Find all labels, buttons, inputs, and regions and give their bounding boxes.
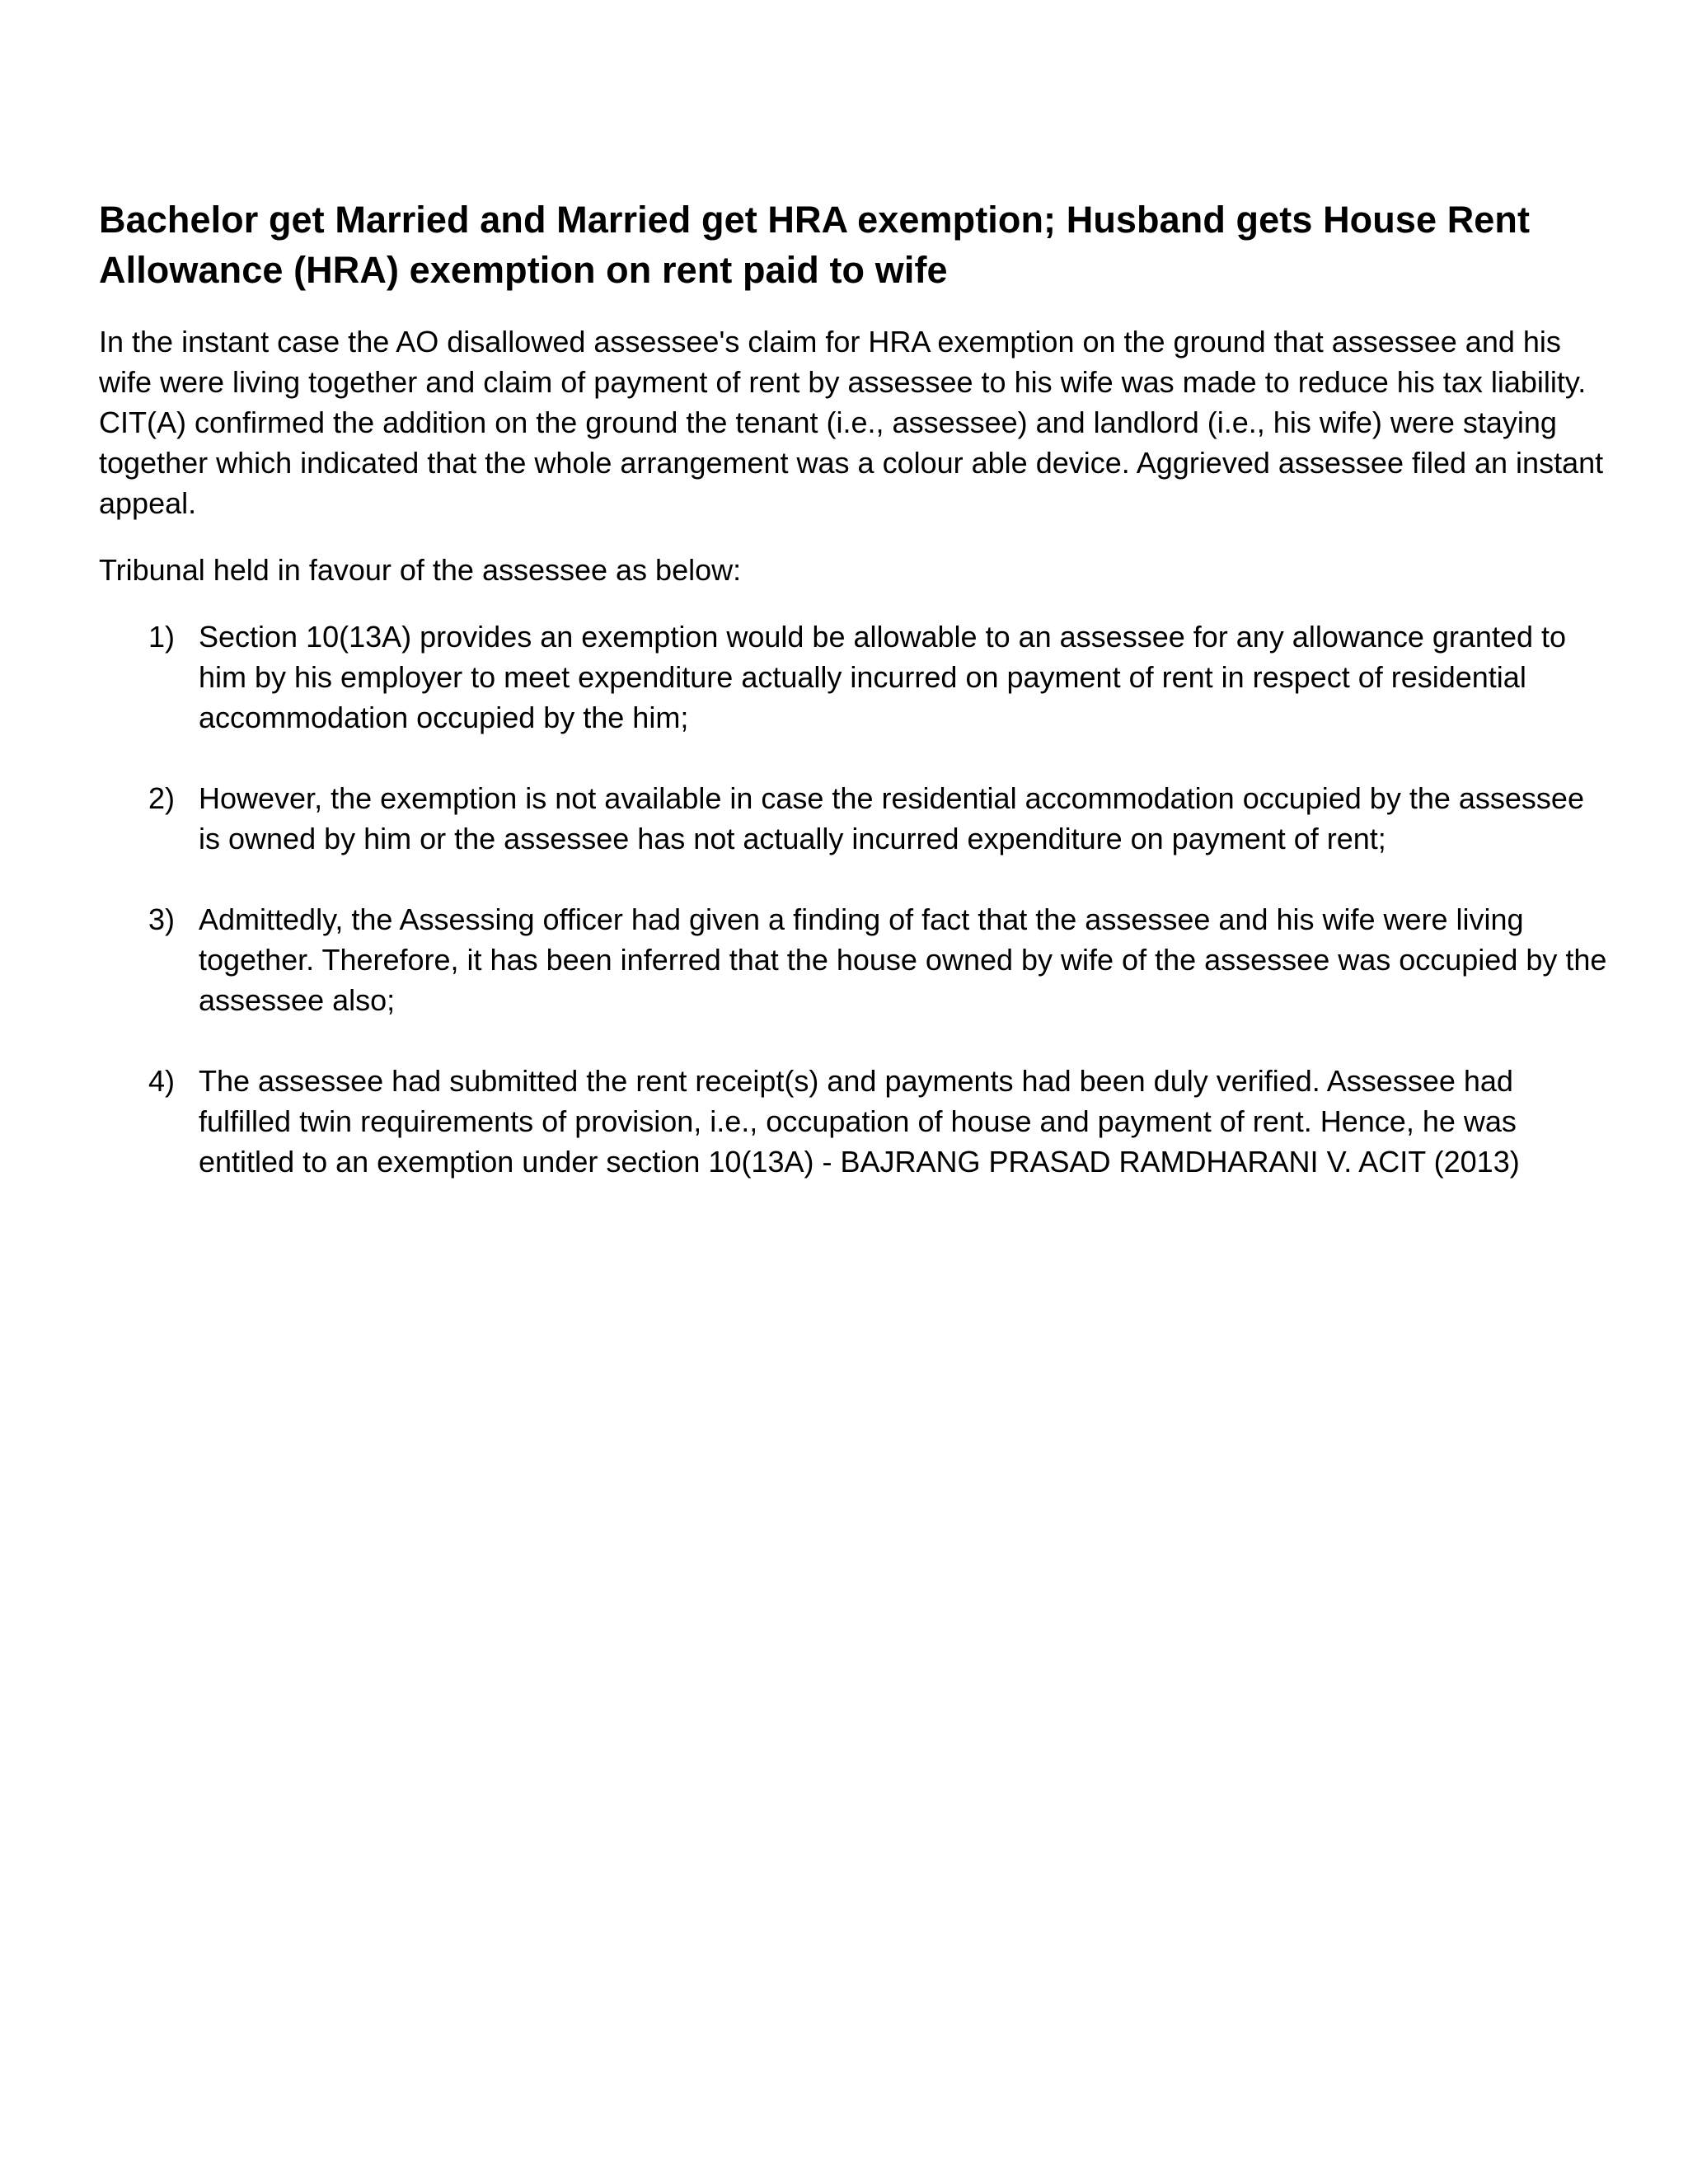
list-item-text: The assessee had submitted the rent receipt(s) and payments had been duly verified. Assessee had fulfilled twin requirements of provision, i.e., occupation of house and payment of rent. Hence, he was entitled to an exemption under section 10(13A) - BAJRANG PRASAD RAMDHARANI V. ACIT (2013) xyxy=(199,1064,1520,1179)
document-content xyxy=(99,194,1607,1182)
list-item xyxy=(99,899,1607,1020)
list-item-number: 3) xyxy=(148,902,176,936)
list-item-text: Section 10(13A) provides an exemption would be allowable to an assessee for any allowance granted to him by his employer to meet expenditure actually incurred on payment of rent in respect of residential accommodation occupied by the him; xyxy=(199,620,1567,734)
list-item-number: 1) xyxy=(148,620,176,654)
intro-paragraph: In the instant case the AO disallowed assessee's claim for HRA exemption on the ground that assessee and his wife were living together and claim of payment of rent by assessee to his wife was made to reduce his tax liability. CIT(A) confirmed the addition on the ground the tenant (i.e., assessee) and landlord (i.e., his wife) were staying together which indicated that the whole arrangement was a colour able device. Aggrieved assessee filed an instant appeal. xyxy=(99,325,1604,520)
document-title: Bachelor get Married and Married get HRA exemption; Husband gets House Rent Allowance (HRA) exemption on rent paid to wife xyxy=(99,199,1531,291)
tribunal-lead: Tribunal held in favour of the assessee as below: xyxy=(99,553,742,587)
list-item xyxy=(99,616,1607,738)
list-item xyxy=(99,778,1607,859)
list-item-number: 4) xyxy=(148,1064,176,1098)
list-item-text: Admittedly, the Assessing officer had given a finding of fact that the assessee and his wife were living together. Therefore, it has been inferred that the house owned by wife of the assessee was occupied by the assessee also; xyxy=(199,902,1607,1017)
list-item-number: 2) xyxy=(148,781,176,815)
list-item xyxy=(99,1061,1607,1182)
list-item-text: However, the exemption is not available in case the residential accommodation occupied by the assessee is owned by him or the assessee has not actually incurred expenditure on payment of rent; xyxy=(199,781,1584,855)
holdings-list xyxy=(99,616,1607,1182)
